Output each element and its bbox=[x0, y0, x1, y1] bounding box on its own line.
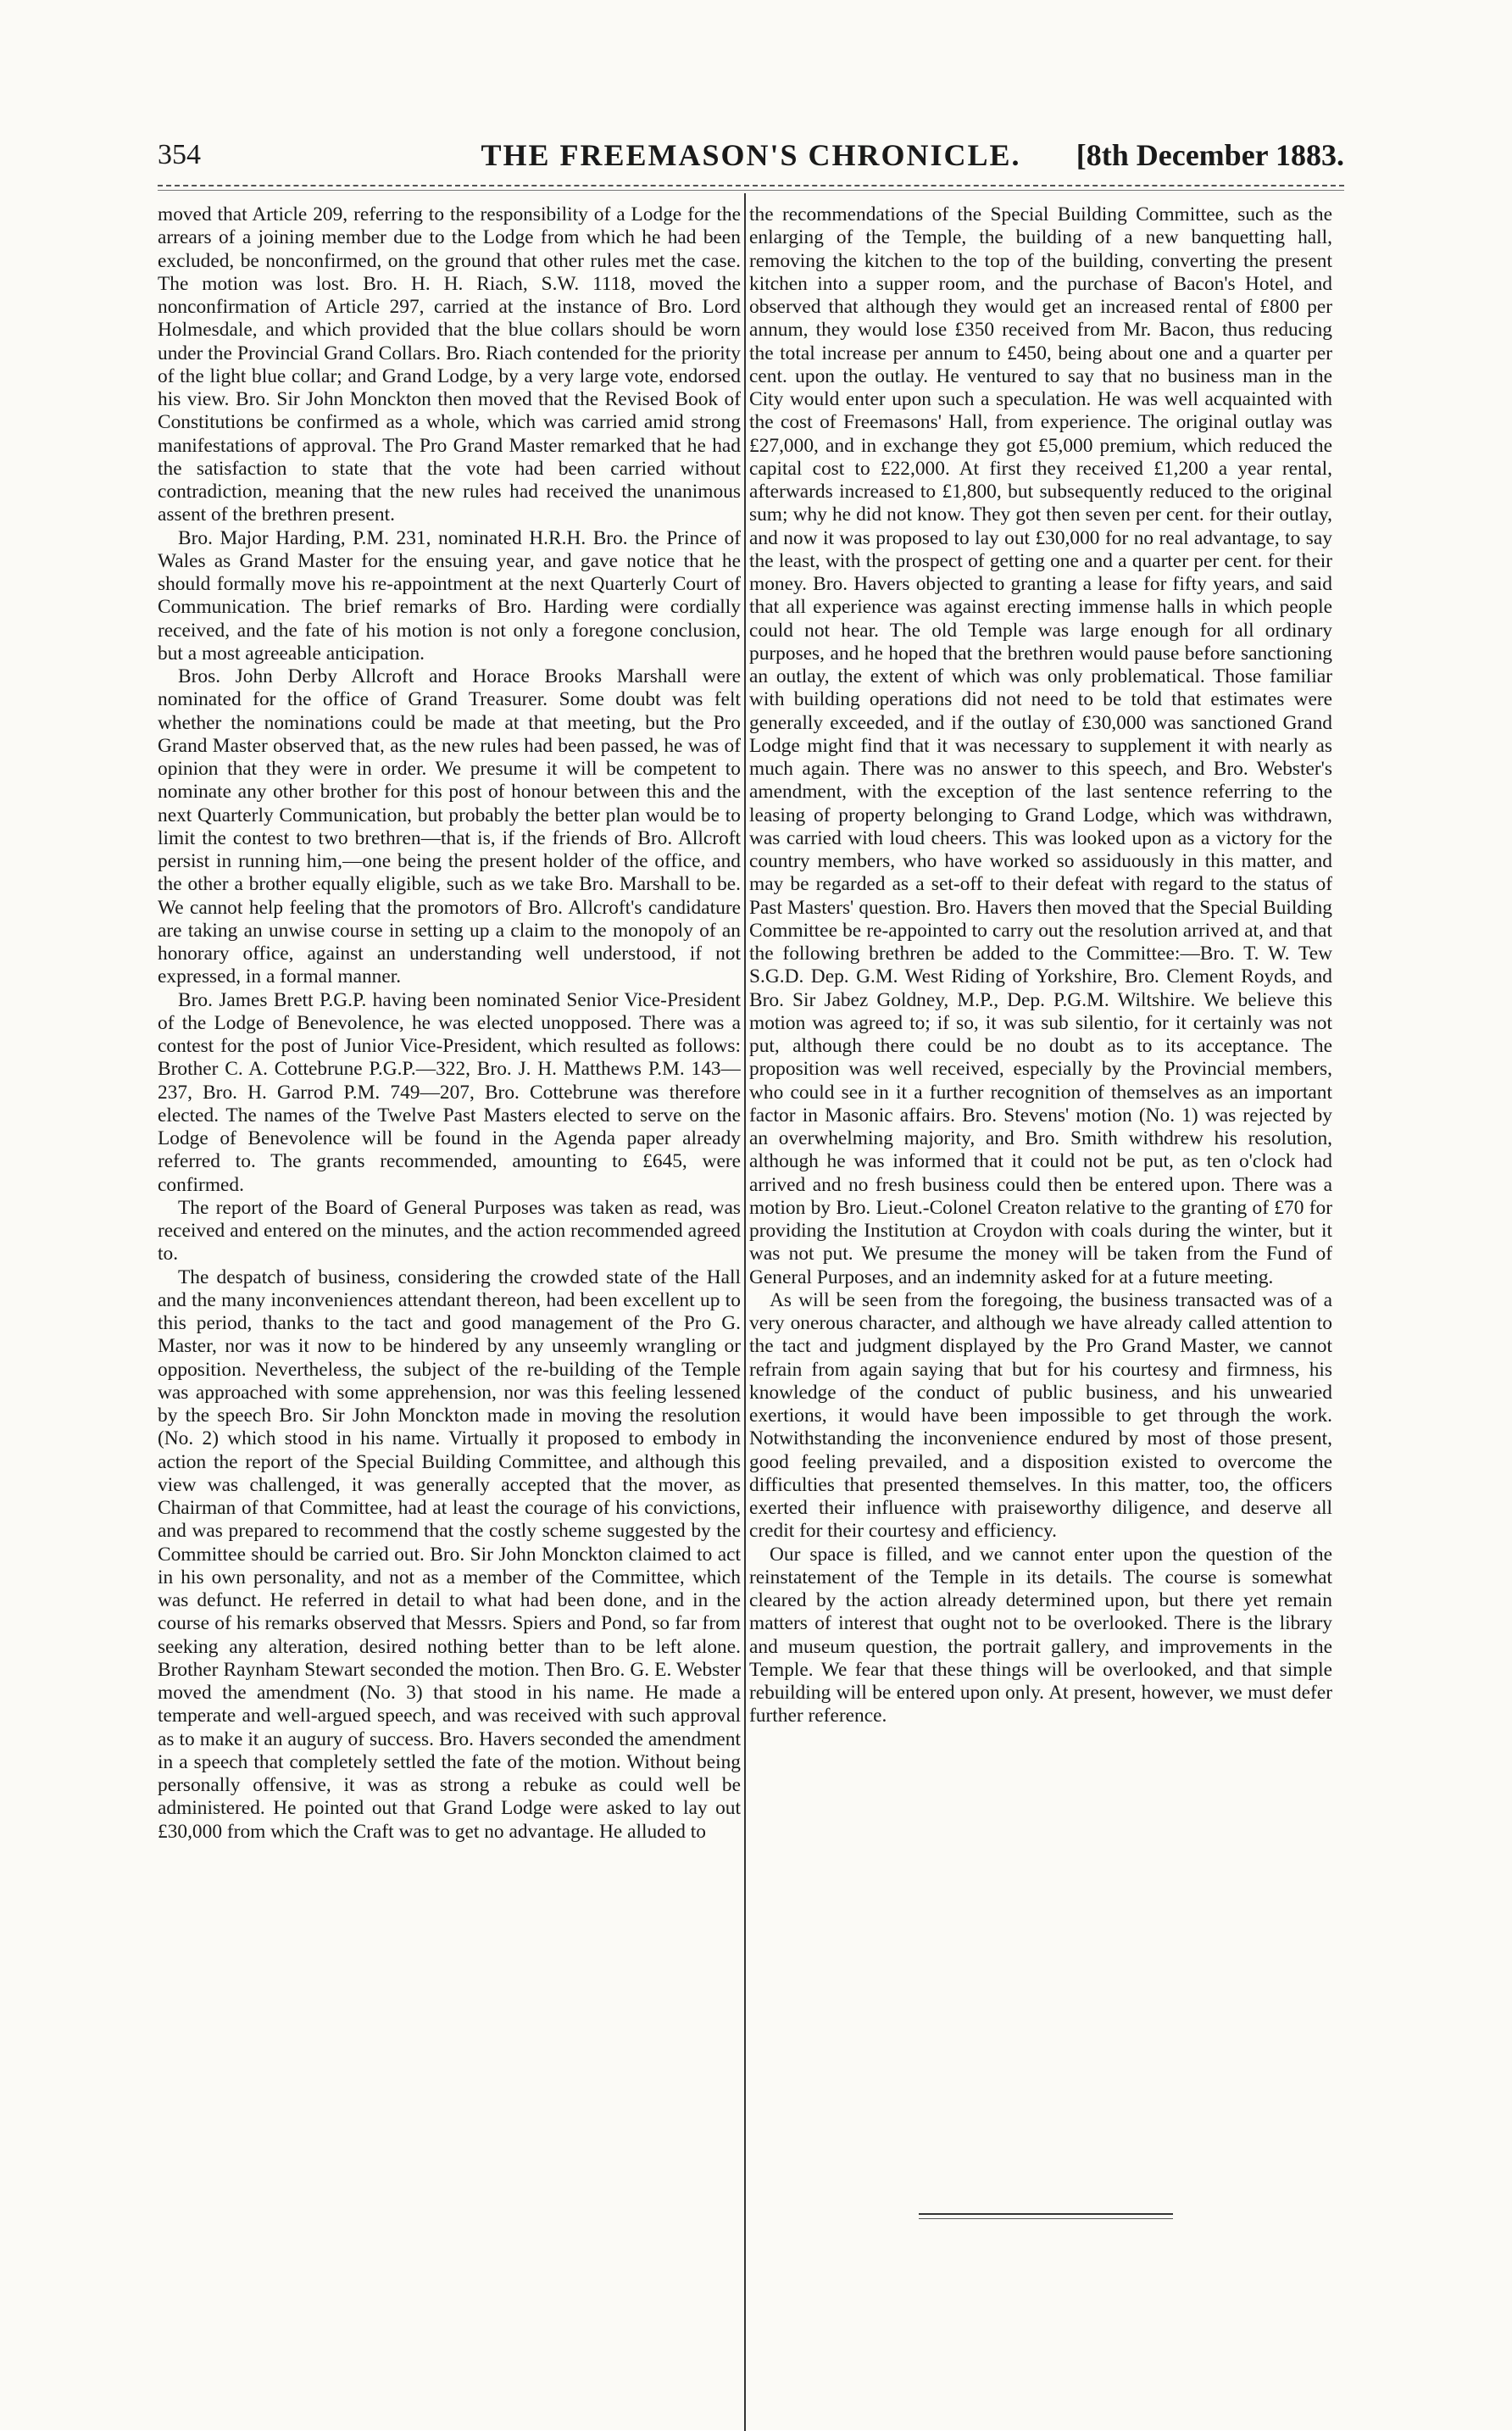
article-paragraph: Bro. James Brett P.G.P. having been nominated Senior Vice-President of the Lodge of Benevolence, he was elected unopposed. There was a contest for the post of Junior Vice-President, which resulted as follows: Brother C. A. Cottebrune P.G.P.—322, Bro. J. H. Matthews P.M. 143—237, Bro. H. Garrod P.M. 749—207, Bro. Cottebrune was therefore elected. The names of the Twelve Past Masters elected to serve on the Lodge of Benevolence will be found in the Agenda paper already referred to. The grants recommended, amounting to £645, were confirmed. bbox=[158, 988, 741, 1196]
article-paragraph: the recommendations of the Special Building Committee, such as the enlarging of the Temple, the building of a new banquetting hall, removing the kitchen to the top of the building, converting the present kitchen into a supper room, and the purchase of Bacon's Hotel, and observed that although they would get an increased rental of £800 per annum, they would lose £350 received from Mr. Bacon, thus reducing the total increase per annum to £450, being about one and a quarter per cent. upon the outlay. He ventured to say that no business man in the City would enter upon such a speculation. He was well acquainted with the cost of Freemasons' Hall, from experience. The original outlay was £27,000, and in exchange they got £5,000 premium, which reduced the capital cost to £22,000. At first they received £1,200 a year rental, afterwards increased to £1,800, but subsequently reduced to the original sum; why he did not know. They got then seven per cent. for their outlay, and now it was proposed to lay out £30,000 for no real advantage, to say the least, with the prospect of getting one and a quarter per cent. for their money. Bro. Havers objected to granting a lease for fifty years, and said that all experience was against erecting immense halls in which people could not hear. The old Temple was large enough for all ordinary purposes, and he hoped that the brethren would pause before sanctioning an outlay, the extent of which was only problematical. Those familiar with building operations did not need to be told that estimates were generally exceeded, and if the outlay of £30,000 was sanctioned Grand Lodge might find that it was necessary to supplement it with nearly as much again. There was no answer to this speech, and Bro. Webster's amendment, with the exception of the last sentence referring to the leasing of property belonging to Grand Lodge, which was withdrawn, was carried with loud cheers. This was looked upon as a victory for the country members, who have worked so assiduously in this matter, and may be regarded as a set-off to their defeat with regard to the status of Past Masters' question. Bro. Havers then moved that the Special Building Committee be re-appointed to carry out the resolution arrived at, and that the following brethren be added to the Committee:—Bro. T. W. Tew S.G.D. Dep. G.M. West Riding of Yorkshire, Bro. Clement Royds, and Bro. Sir Jabez Goldney, M.P., Dep. P.G.M. Wiltshire. We believe this motion was agreed to; if so, it was sub silentio, for it certainly was not put, although there could be no doubt as to its acceptance. The proposition was well received, especially by the Provincial members, who could see in it a further recognition of themselves as an important factor in Masonic affairs. Bro. Stevens' motion (No. 1) was rejected by an overwhelming majority, and Bro. Smith withdrew his resolution, although he was informed that it could not be put, as ten o'clock had arrived and no fresh business could then be entered upon. There was a motion by Bro. Lieut.-Colonel Creaton relative to the granting of £70 for providing the Institution at Croydon with coals during the winter, but it was not put. We presume the money will be taken from the Fund of General Purposes, and an indemnity asked for at a future meeting. bbox=[749, 203, 1332, 1288]
header-rule-secondary bbox=[158, 190, 1344, 191]
article-paragraph: Bros. John Derby Allcroft and Horace Brooks Marshall were nominated for the office of Grand Treasurer. Some doubt was felt whether the nominations could be made at that meeting, but the Pro Grand Master observed that, as the new rules had been passed, he was of opinion that they were in order. We presume it will be competent to nominate any other brother for this post of honour between this and the next Quarterly Communication, but probably the better plan would be to limit the contest to two brethren—that is, if the friends of Bro. Allcroft persist in running him,—one being the present holder of the office, and the other a brother equally eligible, such as we take Bro. Marshall to be. We cannot help feeling that the promotors of Bro. Allcroft's candidature are taking an unwise course in setting up a claim to the monopoly of an honorary office, against an understanding well understood, if not expressed, in a formal manner. bbox=[158, 665, 741, 988]
article-paragraph: Bro. Major Harding, P.M. 231, nominated H.R.H. Bro. the Prince of Wales as Grand Master for the ensuing year, and gave notice that he should formally move his re-appointment at the next Quarterly Court of Communication. The brief remarks of Bro. Harding were cordially received, and the fate of his motion is not only a foregone conclusion, but a most agreeable anticipation. bbox=[158, 526, 741, 665]
article-paragraph: The report of the Board of General Purposes was taken as read, was received and entered on the minutes, and the action recommended agreed to. bbox=[158, 1196, 741, 1266]
article-paragraph: As will be seen from the foregoing, the business transacted was of a very onerous character, and although we have already called attention to the tact and judgment displayed by the Pro Grand Master, we cannot refrain from again saying that but for his courtesy and firmness, his knowledge of the conduct of public business, and his unwearied exertions, it would have been impossible to get through the work. Notwithstanding the inconvenience endured by most of those present, good feeling prevailed, and a disposition existed to overcome the difficulties that presented themselves. In this matter, too, the officers exerted their influence with praiseworthy diligence, and deserve all credit for their courtesy and efficiency. bbox=[749, 1288, 1332, 1543]
masthead bbox=[158, 134, 1344, 181]
article-paragraph: Our space is filled, and we cannot enter upon the question of the reinstatement of the Temple in its details. The course is somewhat cleared by the action already determined upon, but there yet remain matters of interest that ought not to be overlooked. There is the library and museum question, the portrait gallery, and improvements in the Temple. We fear that these things will be overlooked, and that simple rebuilding will be entered upon only. At present, however, we must defer further reference. bbox=[749, 1543, 1332, 1727]
issue-date: [8th December 1883. bbox=[1076, 138, 1344, 172]
article-paragraph: The despatch of business, considering the crowded state of the Hall and the many inconveniences attendant thereon, had been excellent up to this period, thanks to the tact and good management of the Pro G. Master, nor was it now to be hindered by any unseemly wrangling or opposition. Nevertheless, the subject of the re-building of the Temple was approached with some apprehension, nor was this feeling lessened by the speech Bro. Sir John Monckton made in moving the resolution (No. 2) which stood in his name. Virtually it proposed to embody in action the report of the Special Building Committee, and although this view was challenged, it was generally accepted that the mover, as Chairman of that Committee, had at least the courage of his convictions, and was prepared to recommend that the costly scheme suggested by the Committee should be carried out. Bro. Sir John Monckton claimed to act in his own personality, and not as a member of the Committee, which was defunct. He referred in detail to what had been done, and in the course of his remarks observed that Messrs. Spiers and Pond, so far from seeking any alteration, desired nothing better than to be left alone. Brother Raynham Stewart seconded the motion. Then Bro. G. E. Webster moved the amendment (No. 3) that stood in his name. He made a temperate and well-argued speech, and was received with such approval as to make it an augury of success. Bro. Havers seconded the amendment in a speech that completely settled the fate of the motion. Without being personally offensive, it was as strong a rebuke as could well be administered. He pointed out that Grand Lodge were asked to lay out £30,000 from which the Craft was to get no advantage. He alluded to bbox=[158, 1266, 741, 1843]
page-number: 354 bbox=[158, 139, 201, 170]
right-column bbox=[749, 203, 1332, 2399]
column-divider bbox=[744, 193, 746, 2431]
left-column bbox=[158, 203, 741, 2399]
article-paragraph: moved that Article 209, referring to the responsibility of a Lodge for the arrears of a joining member due to the Lodge from which he had been excluded, be nonconfirmed, on the ground that other rules met the case. The motion was lost. Bro. H. H. Riach, S.W. 1118, moved the nonconfirmation of Article 297, carried at the instance of Bro. Lord Holmesdale, and which provided that the blue collars should be worn under the Provincial Grand Collars. Bro. Riach contended for the priority of the light blue collar; and Grand Lodge, by a very large vote, endorsed his view. Bro. Sir John Monckton then moved that the Revised Book of Constitutions be confirmed as a whole, which was carried amid strong manifestations of approval. The Pro Grand Master remarked that he had the satisfaction to state that the vote had been carried without contradiction, meaning that the new rules had received the unanimous assent of the brethren present. bbox=[158, 203, 741, 526]
article-end-rule bbox=[919, 2213, 1173, 2215]
publication-title: THE FREEMASON'S CHRONICLE. bbox=[481, 138, 1021, 172]
header-rule bbox=[158, 185, 1344, 186]
article-end-rule-secondary bbox=[919, 2218, 1173, 2219]
